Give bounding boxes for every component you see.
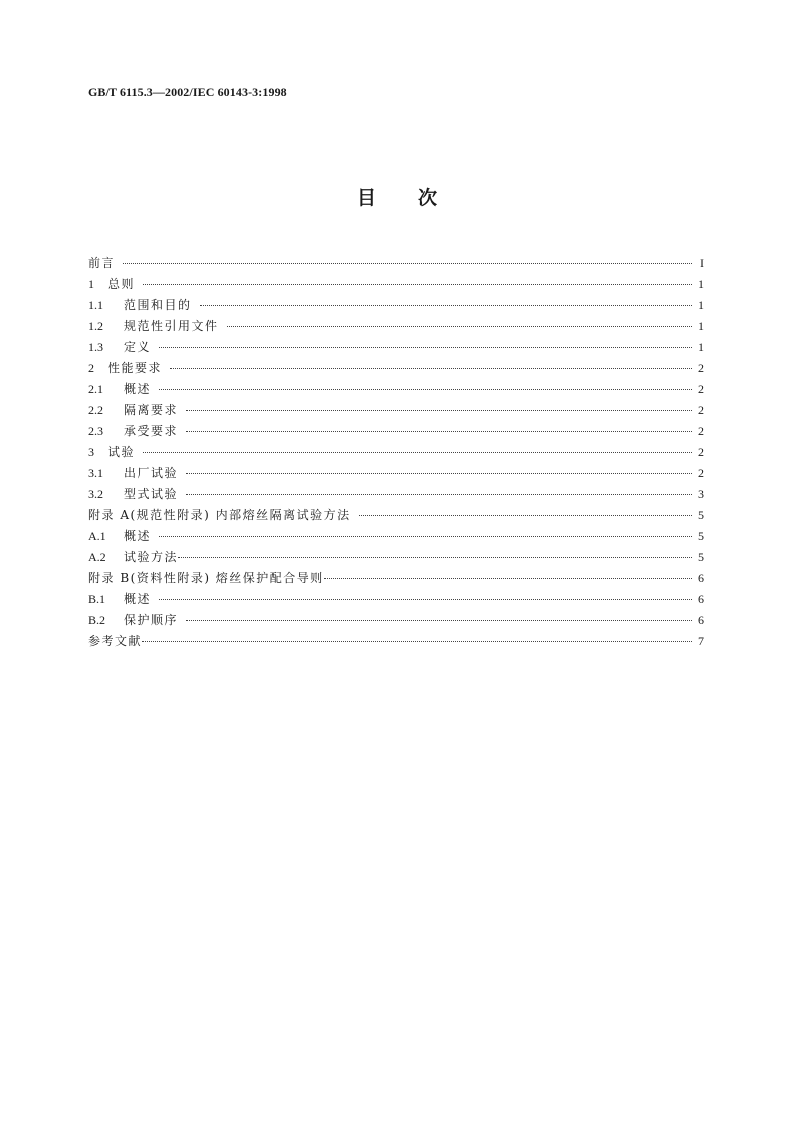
toc-entry-2-1[interactable]: [88, 379, 704, 400]
toc-entry-number: 2.1: [88, 382, 103, 396]
toc-entry-2-3[interactable]: [88, 421, 704, 442]
toc-entry-text: 性能要求: [108, 361, 163, 375]
toc-entry-2-2[interactable]: [88, 400, 704, 421]
toc-entry-number: A.2: [88, 550, 106, 564]
toc-page-number: 3: [698, 487, 704, 501]
toc-leader-dots: [143, 451, 692, 453]
toc-leader-dots: [186, 493, 692, 495]
toc-entry-text: 附录 A(规范性附录) 内部熔丝隔离试验方法: [88, 508, 351, 522]
toc-entry-annex-a[interactable]: [88, 505, 704, 526]
toc-entry-number: A.1: [88, 529, 106, 543]
toc-page-number: 6: [698, 592, 704, 606]
toc-entry-text: 概述: [124, 592, 152, 606]
toc-entry-b-1[interactable]: [88, 589, 704, 610]
toc-entry-b-2[interactable]: [88, 610, 704, 631]
toc-entry-number: 1.3: [88, 340, 103, 354]
toc-page-number: 2: [698, 424, 704, 438]
toc-entry-number: 2.3: [88, 424, 103, 438]
toc-page-number: 6: [698, 571, 704, 585]
toc-page-number: 2: [698, 403, 704, 417]
toc-entry-text: 出厂试验: [124, 466, 179, 480]
toc-entry-1[interactable]: [88, 274, 704, 295]
toc-entry-3[interactable]: [88, 442, 704, 463]
toc-page-number: 6: [698, 613, 704, 627]
toc-leader-dots: [159, 535, 692, 537]
toc-page-number: 7: [698, 634, 704, 648]
toc-entry-number: 2.2: [88, 403, 103, 417]
toc-entry-text: 隔离要求: [124, 403, 179, 417]
toc-entry-text: 定义: [124, 340, 152, 354]
toc-entry-number: 2: [88, 361, 94, 375]
toc-leader-dots: [143, 283, 692, 285]
toc-leader-dots: [123, 262, 692, 264]
toc-leader-dots: [324, 577, 692, 579]
toc-entry-text: 概述: [124, 529, 152, 543]
toc-leader-dots: [178, 556, 692, 558]
toc-entry-text: 附录 B(资料性附录) 熔丝保护配合导则: [88, 571, 324, 585]
toc-entry-number: 1.1: [88, 298, 103, 312]
toc-leader-dots: [159, 388, 692, 390]
toc-leader-dots: [200, 304, 692, 306]
toc-entry-text: 规范性引用文件: [124, 319, 219, 333]
toc-entry-number: 3.2: [88, 487, 103, 501]
toc-entry-number: B.2: [88, 613, 106, 627]
toc-leader-dots: [227, 325, 692, 327]
toc-page-number: 5: [698, 550, 704, 564]
toc-leader-dots: [186, 430, 692, 432]
toc-leader-dots: [186, 409, 692, 411]
toc-page-number: 1: [698, 298, 704, 312]
toc-entry-preface[interactable]: [88, 253, 704, 274]
toc-page-number: I: [700, 256, 704, 270]
page-title: 目次: [356, 187, 479, 209]
table-of-contents: [88, 253, 704, 652]
toc-entry-number: 3.1: [88, 466, 103, 480]
toc-entry-number: 1: [88, 277, 94, 291]
toc-leader-dots: [359, 514, 692, 516]
toc-entry-a-2[interactable]: [88, 547, 704, 568]
toc-entry-1-2[interactable]: [88, 316, 704, 337]
toc-entry-text: 承受要求: [124, 424, 179, 438]
toc-page-number: 2: [698, 361, 704, 375]
toc-entry-bibliography[interactable]: [88, 631, 704, 652]
toc-page-number: 1: [698, 340, 704, 354]
toc-entry-a-1[interactable]: [88, 526, 704, 547]
toc-page-number: 1: [698, 319, 704, 333]
toc-entry-annex-b[interactable]: [88, 568, 704, 589]
toc-leader-dots: [159, 346, 692, 348]
toc-entry-text: 试验方法: [124, 550, 179, 564]
toc-entry-number: 1.2: [88, 319, 103, 333]
toc-leader-dots: [159, 598, 692, 600]
toc-entry-3-1[interactable]: [88, 463, 704, 484]
toc-leader-dots: [170, 367, 692, 369]
toc-page-number: 2: [698, 382, 704, 396]
toc-leader-dots: [186, 472, 692, 474]
toc-entry-text: 概述: [124, 382, 152, 396]
toc-entry-number: 3: [88, 445, 94, 459]
toc-entry-text: 试验: [108, 445, 136, 459]
toc-page-number: 2: [698, 445, 704, 459]
toc-entry-text: 范围和目的: [124, 298, 192, 312]
toc-entry-text: 型式试验: [124, 487, 179, 501]
toc-page-number: 5: [698, 529, 704, 543]
document-code: GB/T 6115.3—2002/IEC 60143-3:1998: [88, 85, 287, 99]
toc-page-number: 1: [698, 277, 704, 291]
toc-entry-3-2[interactable]: [88, 484, 704, 505]
toc-entry-text: 前言: [88, 256, 116, 270]
toc-entry-1-1[interactable]: [88, 295, 704, 316]
toc-entry-text: 总则: [108, 277, 136, 291]
toc-entry-1-3[interactable]: [88, 337, 704, 358]
toc-page-number: 5: [698, 508, 704, 522]
toc-page-number: 2: [698, 466, 704, 480]
toc-entry-text: 保护顺序: [124, 613, 179, 627]
toc-leader-dots: [142, 640, 692, 642]
toc-entry-text: 参考文献: [88, 634, 143, 648]
toc-entry-2[interactable]: [88, 358, 704, 379]
toc-entry-number: B.1: [88, 592, 106, 606]
toc-leader-dots: [186, 619, 692, 621]
